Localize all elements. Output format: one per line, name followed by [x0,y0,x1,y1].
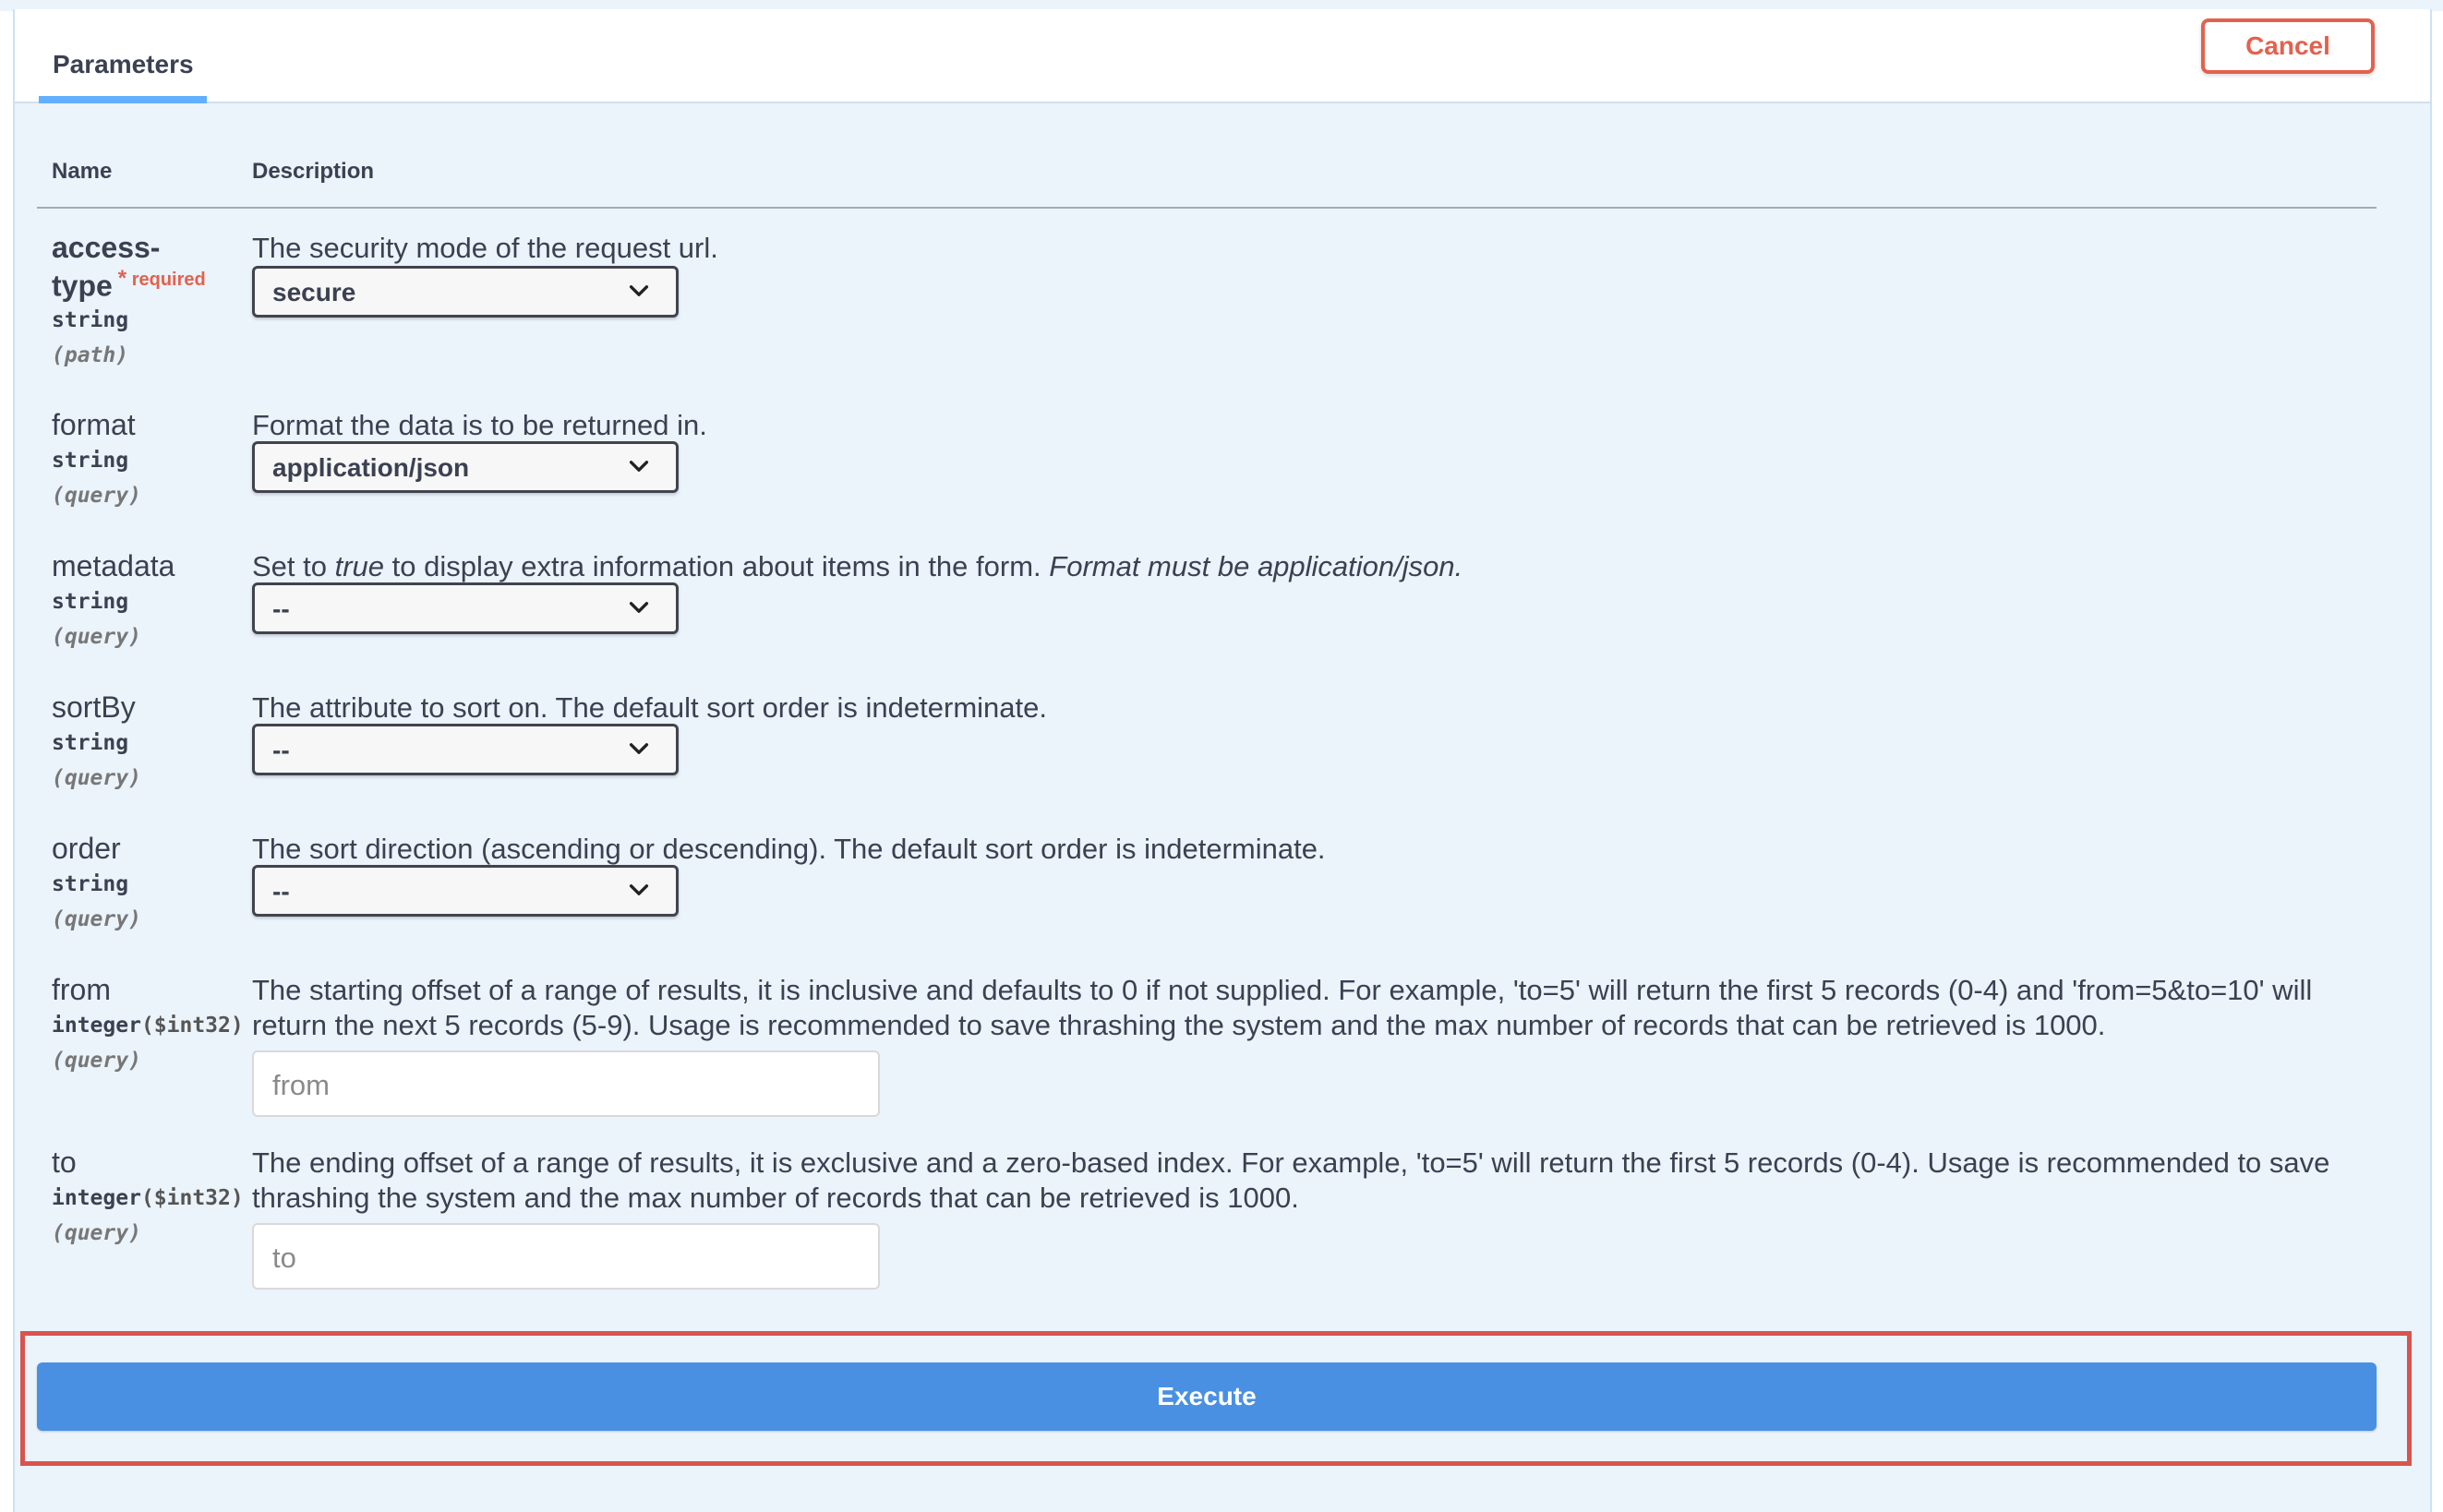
select-value: application/json [272,453,470,482]
desc-text: to display extra information about items in the form. [384,550,1050,582]
param-type: string [52,308,129,332]
param-type-base: integer [52,1014,141,1038]
chevron-down-icon [626,736,652,762]
param-in: (query) [52,1221,141,1245]
tab-active-indicator [39,96,207,103]
tab-bar [15,9,2430,103]
from-input[interactable] [252,1050,880,1117]
chevron-down-icon [626,453,652,479]
from-input-placeholder: from [272,1069,330,1101]
param-type [52,1014,244,1038]
column-header-description: Description [252,159,375,184]
param-name [52,231,160,265]
desc-text: Set to [252,550,335,582]
param-description: Format the data is to be returned in. [252,409,707,441]
required-label: required [131,270,206,290]
execute-button[interactable]: Execute [37,1362,2377,1431]
param-in: (path) [52,343,129,367]
to-input[interactable] [252,1223,880,1290]
param-type-format: ($int32) [140,1014,244,1038]
param-description: The ending offset of a range of results, it is exclusive and a zero-based index. For example, 'to=5' will return the first 5 records (0-4). Usage is recommended to save thrashing the system and the max number of records that can be retrieved is 1000. [252,1146,2330,1214]
to-input-placeholder: to [272,1242,296,1274]
param-in: (query) [52,1049,141,1073]
cancel-button[interactable]: Cancel [2201,18,2375,74]
param-type-base: integer [52,1186,141,1210]
desc-emphasis: Format must be application/json. [1049,550,1463,582]
param-description [252,549,2390,584]
param-name: format [52,408,136,441]
metadata-select[interactable] [252,582,679,634]
param-type [52,1186,244,1210]
desc-emphasis: true [334,550,385,582]
param-name: order [52,832,121,865]
param-in: (query) [52,625,141,649]
sortby-select[interactable] [252,724,679,775]
chevron-down-icon [626,877,652,903]
format-select[interactable] [252,441,679,493]
select-value: -- [272,736,290,764]
param-type: string [52,449,129,473]
chevron-down-icon [626,594,652,620]
param-name: to [52,1146,77,1179]
tab-parameters[interactable] [39,9,207,102]
header-divider [37,207,2377,209]
select-value: secure [272,278,356,306]
access-type-select[interactable] [252,266,679,318]
param-description: The sort direction (ascending or descending). The default sort order is indeterminate. [252,833,1326,865]
select-value: -- [272,877,290,906]
param-type-format: ($int32) [140,1186,244,1210]
param-description: The attribute to sort on. The default sort order is indeterminate. [252,691,1047,724]
required-badge: * required [117,266,206,291]
param-name: from [52,973,111,1006]
param-name: sortBy [52,690,136,724]
order-select[interactable] [252,865,679,917]
param-name: metadata [52,549,175,582]
param-type: string [52,872,129,896]
param-in: (query) [52,907,141,931]
param-name-line2: type [52,269,113,303]
param-name-second-line [52,266,206,304]
tab-parameters-label: Parameters [53,50,194,78]
select-value: -- [272,594,290,623]
param-type: string [52,731,129,755]
param-in: (query) [52,766,141,790]
param-description: The starting offset of a range of results, it is inclusive and defaults to 0 if not supplied. For example, 'to=5' will return the first 5 records (0-4) and 'from=5&to=10' will return the next 5 records (5-9). Usage is recommended to save thrashing the system and the max number of records that can be retrieved is 1000. [252,974,2313,1041]
column-header-name: Name [52,159,113,184]
param-type: string [52,590,129,614]
param-name-line1: access- [52,231,161,264]
chevron-down-icon [626,278,652,304]
param-in: (query) [52,484,141,508]
param-description: The security mode of the request url. [252,232,718,264]
